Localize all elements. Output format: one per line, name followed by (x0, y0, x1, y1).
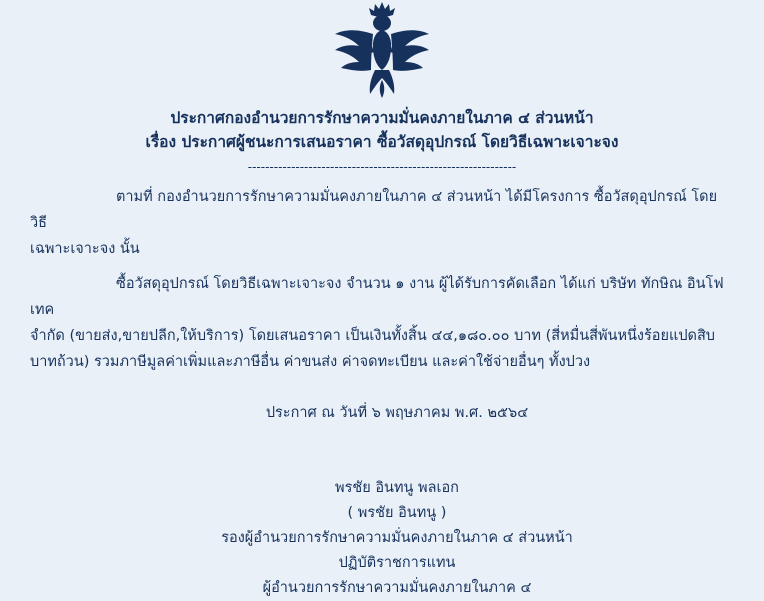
signature-block (30, 476, 734, 601)
garuda-emblem-icon (327, 0, 437, 100)
paragraph-2-line-2: จำกัด (ขายส่ง,ขายปลีก,ให้บริการ) โดยเสนอราคา เป็นเงินทั้งสิ้น ๔๔,๑๘๐.๐๐ บาท (สี่หมื่นสี่พันหนึ่งร้อยแปดสิบ (30, 328, 716, 344)
paragraph-2-line-1: ซื้อวัสดุอุปกรณ์ โดยวิธีเฉพาะเจาะจง จำนวน ๑ งาน ผู้ได้รับการคัดเลือก ได้แก่ บริษัท ทักษิณ อินโฟเทค (30, 276, 724, 318)
paragraph-2 (30, 271, 734, 375)
title-divider: -------------------------------------------------------------- (247, 160, 517, 174)
signature-position-2: ปฏิบัติราชการแทน (338, 555, 456, 571)
paragraph-1-line-1: ตามที่ กองอำนวยการรักษาความมั่นคงภายในภาค ๔ ส่วนหน้า ได้มีโครงการ ซื้อวัสดุอุปกรณ์ โดยวิธี (30, 189, 718, 231)
signature-name: พรชัย อินทนู พลเอก (335, 480, 459, 496)
paragraph-1 (30, 184, 734, 262)
document-title (30, 106, 734, 154)
announcement-date: ประกาศ ณ วันที่ ๖ พฤษภาคม พ.ศ. ๒๕๖๔ (265, 405, 529, 421)
paragraph-1-line-2: เฉพาะเจาะจง นั้น (30, 241, 140, 257)
title-line-1: ประกาศกองอำนวยการรักษาความมั่นคงภายในภาค ๔ ส่วนหน้า (170, 109, 594, 127)
emblem-container (30, 0, 734, 100)
signature-position-3: ผู้อำนวยการรักษาความมั่นคงภายในภาค ๔ (262, 580, 532, 596)
title-line-2: เรื่อง ประกาศผู้ชนะการเสนอราคา ซื้อวัสดุอุปกรณ์ โดยวิธีเฉพาะเจาะจง (145, 133, 619, 151)
document-body (30, 184, 734, 375)
signature-position-1: รองผู้อำนวยการรักษาความมั่นคงภายในภาค ๔ ส่วนหน้า (221, 530, 573, 546)
paragraph-spacer (30, 262, 734, 271)
paragraph-2-line-3: บาทถ้วน) รวมภาษีมูลค่าเพิ่มและภาษีอื่น ค่าขนส่ง ค่าจดทะเบียน และค่าใช้จ่ายอื่นๆ ทั้งปวง (30, 354, 591, 370)
signature-name-parenthetical: ( พรชัย อินทนู ) (347, 505, 447, 521)
